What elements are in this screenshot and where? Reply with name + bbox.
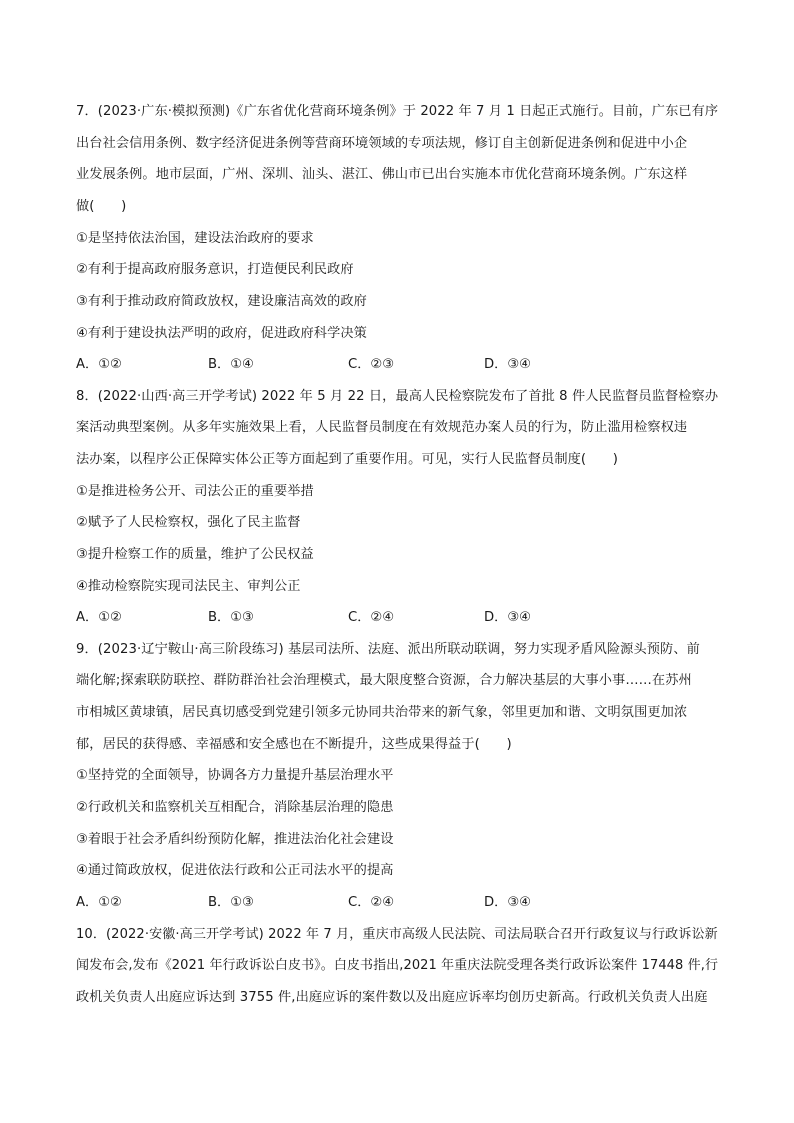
question-text-line: 法办案，以程序公正保障实体公正等方面起到了重要作用。可见，实行人民监督员制度( ) [76,452,618,467]
statement-item: ①是坚持依法治国，建设法治政府的要求 [76,231,314,246]
option-a[interactable]: A．①② [76,610,122,625]
option-c[interactable]: C．②③ [348,357,395,372]
option-b[interactable]: B．①④ [208,357,254,372]
question-text-line: 7．(2023·广东·模拟预测)《广东省优化营商环境条例》于 2022 年 7 月 1 日起正式施行。目前，广东已有序 [76,104,719,119]
question-text-line: 案活动典型案例。从多年实施效果上看，人民监督员制度在有效规范办案人员的行为，防止滥用检察权违 [76,420,688,435]
question-text-line: 8．(2022·山西·高三开学考试) 2022 年 5 月 22 日，最高人民检察院发布了首批 8 件人民监督员监督检察办 [76,389,719,404]
question-text-line: 10．(2022·安徽·高三开学考试) 2022 年 7 月，重庆市高级人民法院、司法局联合召开行政复议与行政诉讼新 [76,927,718,942]
question-text-line: 业发展条例。地市层面，广州、深圳、汕头、湛江、佛山市已出台实施本市优化营商环境条例。广东这样 [76,167,688,182]
statement-item: ④有利于建设执法严明的政府，促进政府科学决策 [76,326,367,341]
statement-item: ①坚持党的全面领导，协调各方力量提升基层治理水平 [76,768,394,783]
question-text-line: 端化解;探索联防联控、群防群治社会治理模式，最大限度整合资源，合力解决基层的大事小事……在苏州 [76,673,692,688]
question-text-line: 市相城区黄埭镇，居民真切感受到党建引领多元协同共治带来的新气象，邻里更加和谐、文明氛围更加浓 [76,705,688,720]
option-b[interactable]: B．①③ [208,895,254,910]
statement-item: ②行政机关和监察机关互相配合，消除基层治理的隐患 [76,800,394,815]
statement-item: ①是推进检务公开、司法公正的重要举措 [76,484,314,499]
question-text-line: 出台社会信用条例、数字经济促进条例等营商环境领域的专项法规，修订自主创新促进条例和促进中小企 [76,136,688,151]
statement-item: ③提升检察工作的质量，维护了公民权益 [76,547,314,562]
option-b[interactable]: B．①③ [208,610,254,625]
question-text-line: 做( ) [76,199,127,214]
statement-item: ④通过简政放权，促进依法行政和公正司法水平的提高 [76,863,394,878]
statement-item: ③有利于推动政府简政放权，建设廉洁高效的政府 [76,294,367,309]
question-text-line: 郁，居民的获得感、幸福感和安全感也在不断提升，这些成果得益于( ) [76,737,512,752]
question-text-line: 9．(2023·辽宁鞍山·高三阶段练习) 基层司法所、法庭、派出所联动联调，努力实现矛盾风险源头预防、前 [76,642,700,657]
option-a[interactable]: A．①② [76,357,122,372]
option-d[interactable]: D．③④ [484,610,531,625]
statement-item: ④推动检察院实现司法民主、审判公正 [76,579,301,594]
statement-item: ②有利于提高政府服务意识，打造便民利民政府 [76,262,354,277]
option-a[interactable]: A．①② [76,895,122,910]
question-text-line: 政机关负责人出庭应诉达到 3755 件,出庭应诉的案件数以及出庭应诉率均创历史新高。行政机关负责人出庭 [76,990,708,1005]
question-text-line: 闻发布会,发布《2021 年行政诉讼白皮书》。白皮书指出,2021 年重庆法院受理各类行政诉讼案件 17448 件,行 [76,958,719,973]
option-d[interactable]: D．③④ [484,895,531,910]
option-d[interactable]: D．③④ [484,357,531,372]
option-c[interactable]: C．②④ [348,610,395,625]
statement-item: ②赋予了人民检察权，强化了民主监督 [76,515,301,530]
option-c[interactable]: C．②④ [348,895,395,910]
statement-item: ③着眼于社会矛盾纠纷预防化解，推进法治化社会建设 [76,832,394,847]
